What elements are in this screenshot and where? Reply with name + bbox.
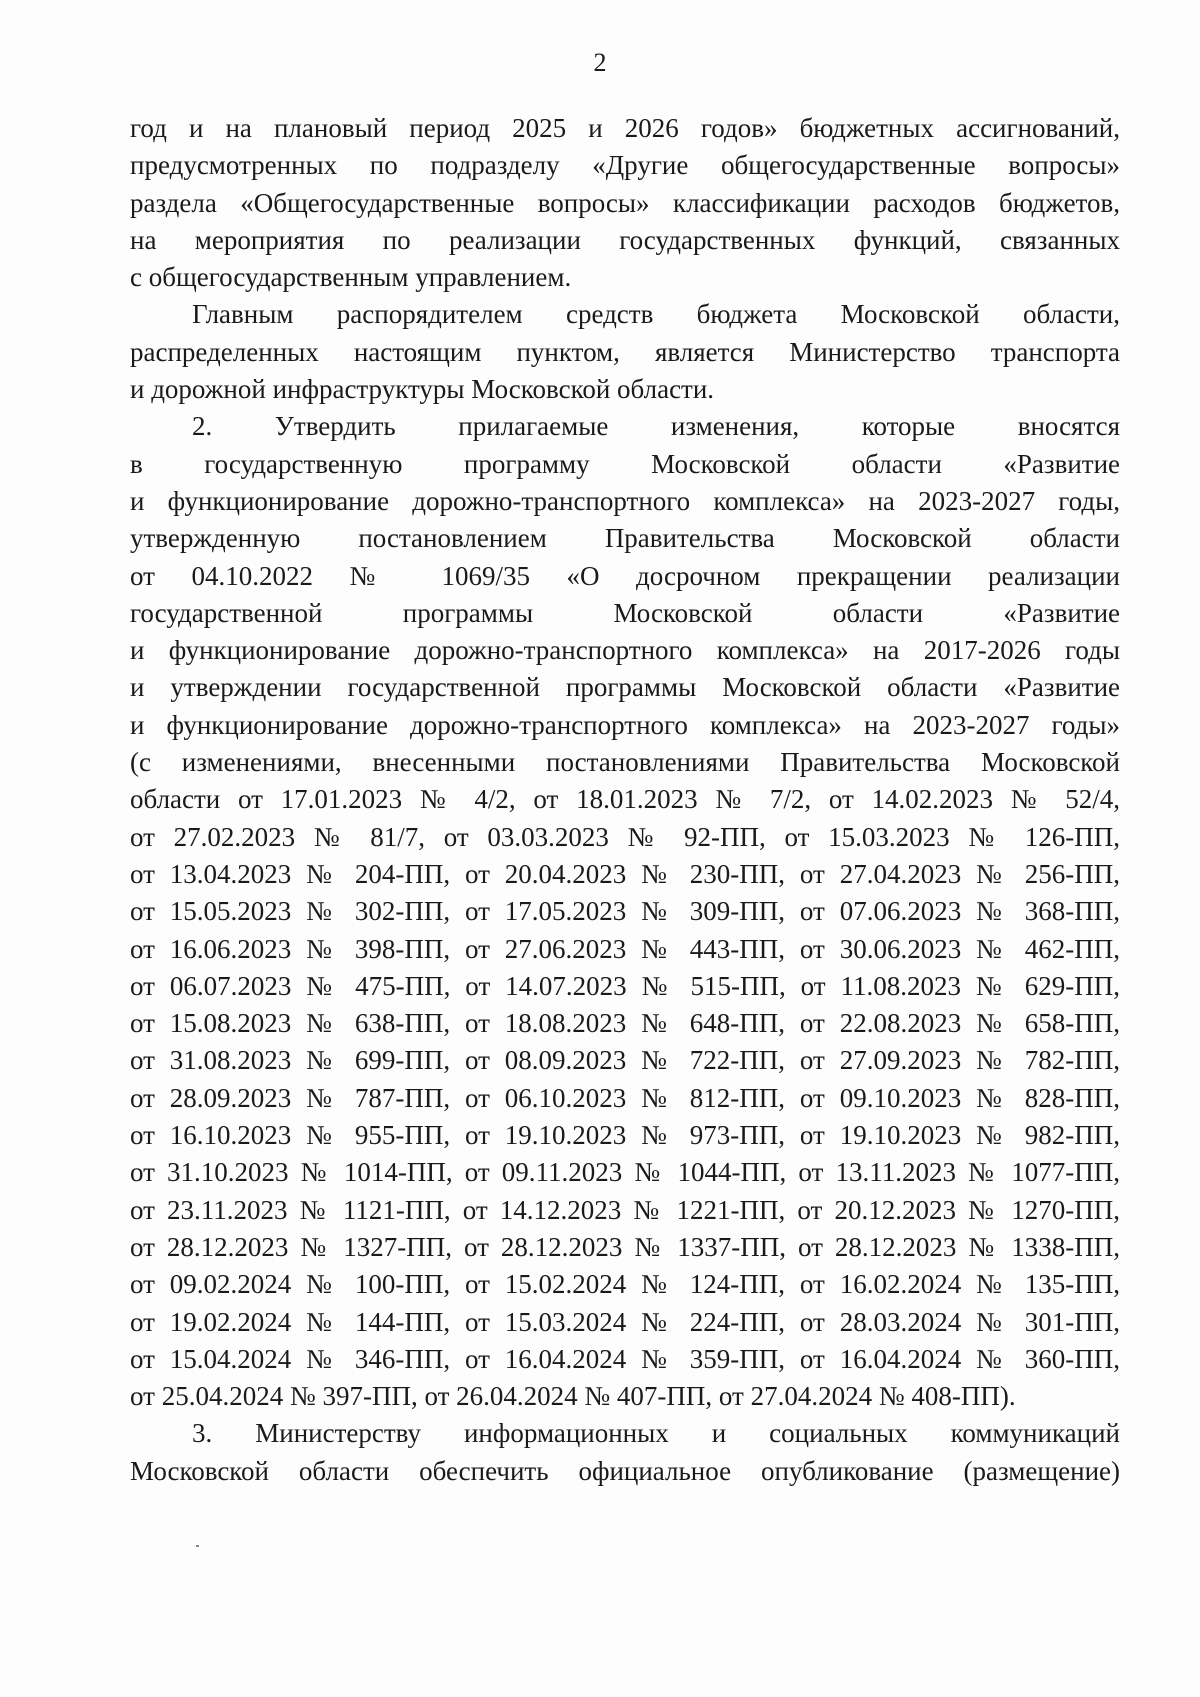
text-line: на мероприятия по реализации государственных функций, связанных [130, 224, 1120, 255]
text-line: (с изменениями, внесенными постановлениями Правительства Московской [130, 747, 1120, 778]
text-line: от 16.06.2023 № 398-ПП, от 27.06.2023 № 443-ПП, от 30.06.2023 № 462-ПП, [130, 933, 1120, 964]
text-line: распределенных настоящим пунктом, является Министерство транспорта [130, 336, 1120, 367]
text-line: от 31.08.2023 № 699-ПП, от 08.09.2023 № 722-ПП, от 27.09.2023 № 782-ПП, [130, 1045, 1120, 1076]
text-line: от 15.08.2023 № 638-ПП, от 18.08.2023 № 648-ПП, от 22.08.2023 № 658-ПП, [130, 1008, 1120, 1039]
text-line: государственной программы Московской области «Развитие [130, 597, 1120, 628]
text-line: от 23.11.2023 № 1121-ПП, от 14.12.2023 № 1221-ПП, от 20.12.2023 № 1270-ПП, [130, 1194, 1120, 1225]
text-line: и функционирование дорожно-транспортного комплекса» на 2023-2027 годы» [130, 709, 1120, 740]
text-line: от 04.10.2022 № 1069/35 «О досрочном прекращении реализации [130, 560, 1120, 591]
text-line: утвержденную постановлением Правительства Московской области [130, 523, 1120, 554]
text-line: в государственную программу Московской области «Развитие [130, 448, 1120, 479]
text-line: с общегосударственным управлением. [130, 262, 572, 293]
text-line: от 06.07.2023 № 475-ПП, от 14.07.2023 № 515-ПП, от 11.08.2023 № 629-ПП, [130, 970, 1120, 1001]
page-number: 2 [593, 48, 607, 77]
text-line: от 28.09.2023 № 787-ПП, от 06.10.2023 № 812-ПП, от 09.10.2023 № 828-ПП, [130, 1082, 1120, 1113]
text-line: от 25.04.2024 № 397-ПП, от 26.04.2024 № 407-ПП, от 27.04.2024 № 408-ПП). [130, 1381, 1016, 1412]
text-line: и утверждении государственной программы Московской области «Развитие [130, 672, 1120, 703]
paragraph-1 [130, 110, 1120, 296]
text-line: раздела «Общегосударственные вопросы» классификации расходов бюджетов, [130, 187, 1120, 218]
text-line: от 28.12.2023 № 1327-ПП, от 28.12.2023 № 1337-ПП, от 28.12.2023 № 1338-ПП, [130, 1231, 1120, 1262]
text-line: Главным распорядителем средств бюджета Московской области, [192, 299, 1120, 330]
document-body [130, 110, 1120, 1490]
text-line: и функционирование дорожно-транспортного комплекса» на 2023-2027 годы, [130, 485, 1120, 516]
scan-speck [196, 1545, 199, 1547]
text-line: 3. Министерству информационных и социальных коммуникаций [192, 1418, 1120, 1449]
text-line: от 31.10.2023 № 1014-ПП, от 09.11.2023 № 1044-ПП, от 13.11.2023 № 1077-ПП, [130, 1157, 1120, 1188]
text-line: год и на плановый период 2025 и 2026 годов» бюджетных ассигнований, [130, 113, 1120, 143]
text-line: от 27.02.2023 № 81/7, от 03.03.2023 № 92-ПП, от 15.03.2023 № 126-ПП, [130, 821, 1120, 852]
text-line: предусмотренных по подразделу «Другие общегосударственные вопросы» [130, 150, 1120, 181]
text-line: от 16.10.2023 № 955-ПП, от 19.10.2023 № 973-ПП, от 19.10.2023 № 982-ПП, [130, 1120, 1120, 1151]
text-line: от 19.02.2024 № 144-ПП, от 15.03.2024 № 224-ПП, от 28.03.2024 № 301-ПП, [130, 1306, 1120, 1337]
text-line: области от 17.01.2023 № 4/2, от 18.01.2023 № 7/2, от 14.02.2023 № 52/4, [130, 784, 1120, 815]
text-line: от 13.04.2023 № 204-ПП, от 20.04.2023 № 230-ПП, от 27.04.2023 № 256-ПП, [130, 858, 1120, 889]
paragraph-4 [130, 1415, 1120, 1490]
text-line: и дорожной инфраструктуры Московской области. [130, 374, 715, 405]
paragraph-2 [130, 296, 1120, 408]
text-line: от 09.02.2024 № 100-ПП, от 15.02.2024 № 124-ПП, от 16.02.2024 № 135-ПП, [130, 1269, 1120, 1300]
paragraph-3 [130, 408, 1120, 1415]
text-line: 2. Утвердить прилагаемые изменения, которые вносятся [192, 411, 1120, 442]
text-line: от 15.05.2023 № 302-ПП, от 17.05.2023 № 309-ПП, от 07.06.2023 № 368-ПП, [130, 896, 1120, 927]
text-line: и функционирование дорожно-транспортного комплекса» на 2017-2026 годы [130, 635, 1120, 666]
text-line: от 15.04.2024 № 346-ПП, от 16.04.2024 № 359-ПП, от 16.04.2024 № 360-ПП, [130, 1343, 1120, 1374]
text-line: Московской области обеспечить официальное опубликование (размещение) [130, 1455, 1120, 1486]
